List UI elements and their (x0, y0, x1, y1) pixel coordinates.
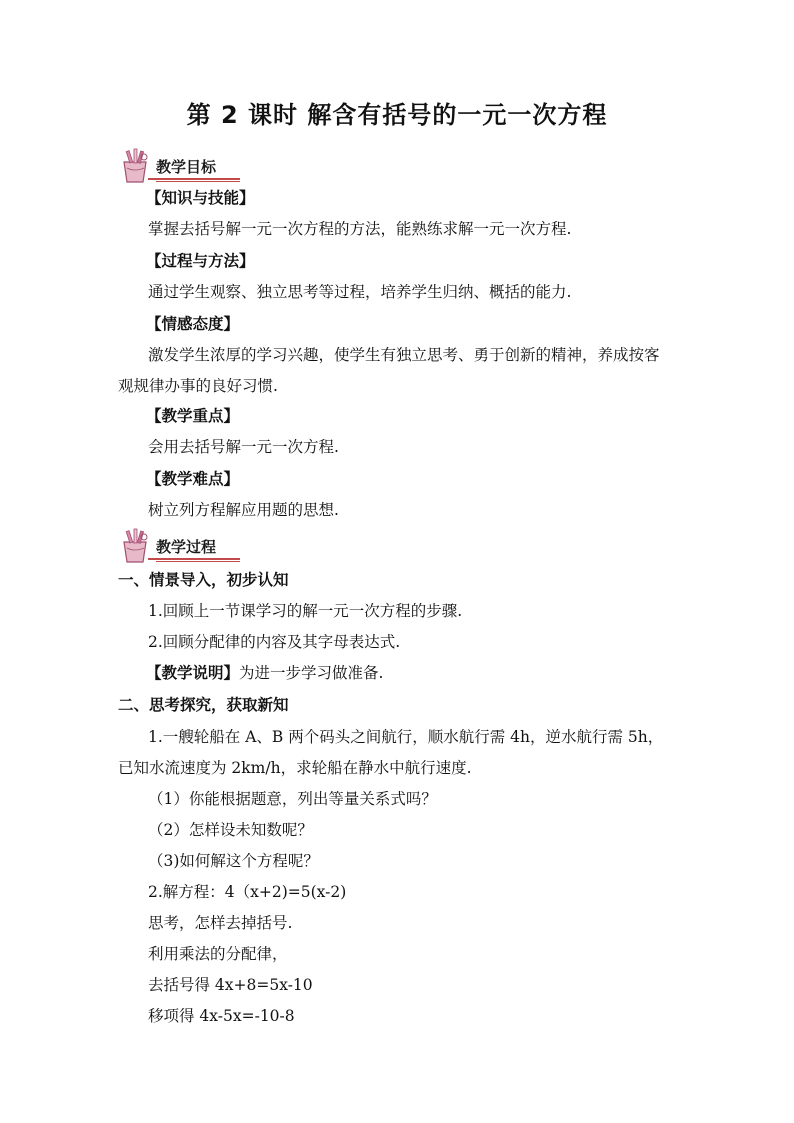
section-badge-objectives (118, 148, 242, 184)
paragraph: 去括号得 4x+8=5x-10 (148, 976, 313, 994)
section-badge-process (118, 528, 242, 564)
section-underline (148, 558, 240, 560)
heading-process: 【过程与方法】 (146, 252, 255, 270)
section-underline (156, 561, 240, 562)
paragraph: 2.解方程：4（x+2)=5(x-2) (148, 883, 347, 901)
question: （3)如何解这个方程呢？ (148, 852, 319, 870)
paragraph: 2.回顾分配律的内容及其字母表达式. (148, 633, 401, 651)
heading-difficulty: 【教学难点】 (146, 470, 240, 488)
section-label: 教学目标 (156, 158, 217, 176)
note-text: 为进一步学习做准备. (239, 664, 384, 682)
page-title: 第 2 课时 解含有括号的一元一次方程 (186, 101, 608, 129)
paragraph: 1.一艘轮船在 A、B 两个码头之间航行，顺水航行需 4h，逆水航行需 5h， (148, 728, 664, 746)
paragraph: 观规律办事的良好习惯. (118, 377, 278, 395)
paragraph: 会用去括号解一元一次方程. (148, 438, 339, 456)
heading-part-1: 一、情景导入，初步认知 (118, 571, 289, 589)
paragraph: 思考，怎样去掉括号. (148, 914, 293, 932)
heading-knowledge: 【知识与技能】 (146, 189, 255, 207)
paragraph: 已知水流速度为 2km/h，求轮船在静水中航行速度. (118, 759, 472, 777)
question: （2）怎样设未知数呢？ (148, 821, 313, 839)
teaching-note (146, 663, 383, 683)
paragraph: 利用乘法的分配律， (148, 945, 288, 963)
heading-part-2: 二、思考探究，获取新知 (118, 696, 289, 714)
section-label: 教学过程 (156, 538, 217, 556)
heading-key-point: 【教学重点】 (146, 407, 240, 425)
paragraph: 树立列方程解应用题的思想. (148, 501, 339, 519)
paragraph: 通过学生观察、独立思考等过程，培养学生归纳、概括的能力. (148, 283, 572, 301)
paragraph: 移项得 4x-5x=-10-8 (148, 1007, 295, 1025)
section-underline (148, 178, 240, 180)
paragraph: 掌握去括号解一元一次方程的方法，能熟练求解一元一次方程. (148, 220, 572, 238)
section-underline (156, 181, 240, 182)
heading-attitude: 【情感态度】 (146, 315, 240, 333)
paragraph: 激发学生浓厚的学习兴趣，使学生有独立思考、勇于创新的精神，养成按客 (148, 346, 660, 364)
note-label: 【教学说明】 (146, 664, 240, 682)
paragraph: 1.回顾上一节课学习的解一元一次方程的步骤. (148, 602, 463, 620)
question: （1）你能根据题意，列出等量关系式吗？ (148, 790, 437, 808)
